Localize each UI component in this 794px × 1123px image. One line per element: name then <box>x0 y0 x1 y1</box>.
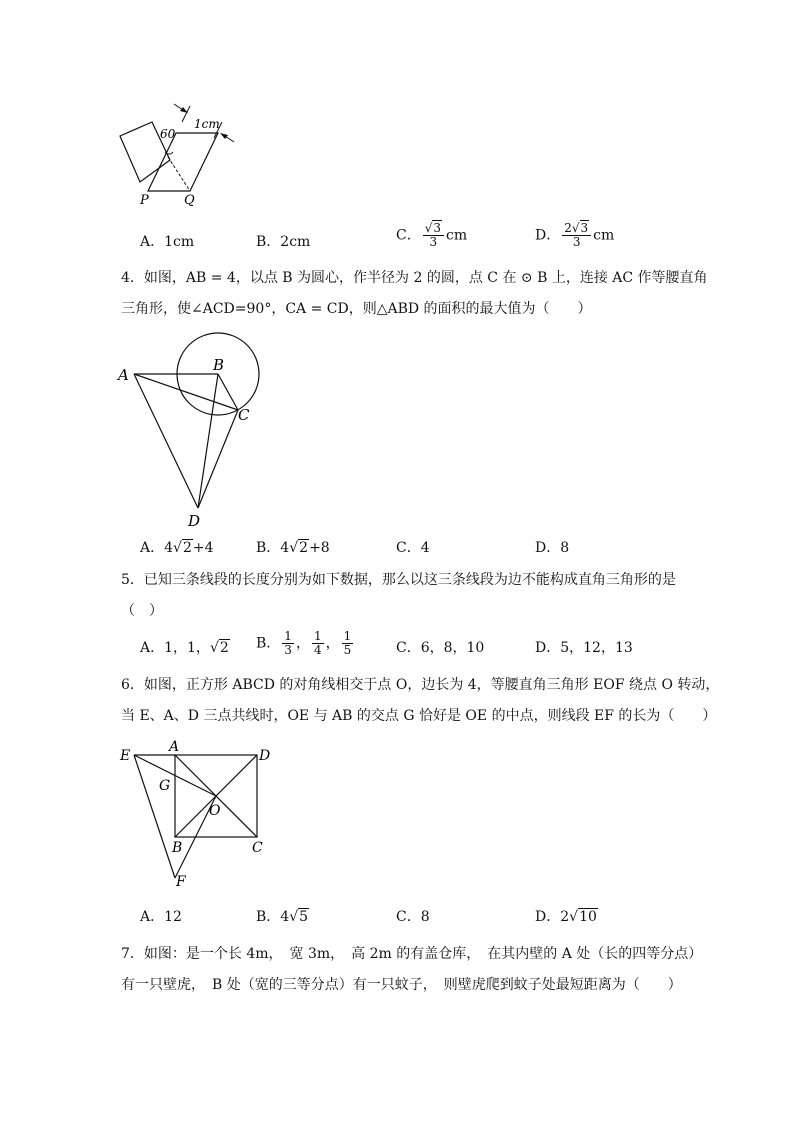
q3-option-d <box>535 222 614 249</box>
q4-option-b-coef: 4 <box>280 540 290 556</box>
q4-option-b: B．4√2+8 <box>256 540 330 556</box>
q4-option-b-tail: +8 <box>309 540 330 556</box>
q6-stem-line-1: 6．如图，正方形 ABCD 的对角线相交于点 O，边长为 4，等腰直角三角形 EOF 绕点 O 转动， <box>121 677 720 693</box>
q3-arrowhead-left <box>180 107 188 113</box>
q5-option-b-frac-3: $\frac{1}{5}$ <box>343 629 352 657</box>
q5-option-a-text: A．1，1， <box>140 640 210 656</box>
q4-option-a: A．4√2+4 <box>140 540 214 556</box>
q3-arrowhead-right <box>220 133 228 139</box>
q3-label-q: Q <box>184 193 195 208</box>
q6-option-d: D．2√10 <box>535 909 597 925</box>
q5-stem-line-1: 5．已知三条线段的长度分别为如下数据，那么以这三条线段为边不能构成直角三角形的是 <box>121 572 676 588</box>
q6-label-a: A <box>169 739 180 755</box>
q4-segment-ad <box>134 374 198 508</box>
q5-option-b: B． $\frac{1}{3}$ ， $\frac{1}{4}$ ， $\frac{1}{5}$ <box>256 629 352 657</box>
q6-option-d-radicand: 10 <box>579 909 597 925</box>
q6-option-b-coef: 4 <box>280 909 290 925</box>
q3-parallelogram <box>148 133 218 191</box>
q4-stem-line-1: 4．如图，AB = 4，以点 B 为圆心，作半径为 2 的圆，点 C 在 ⊙ B 上，连接 AC 作等腰直角 <box>121 270 708 286</box>
q4-segment-ac <box>134 374 238 410</box>
q4-segment-bd <box>198 374 218 508</box>
q3-option-c-prefix: C． <box>396 227 421 244</box>
q6-option-d-coef: 2 <box>560 909 570 925</box>
q3-option-d-unit: cm <box>593 227 615 244</box>
q3-option-b: B．2cm <box>256 234 311 250</box>
q6-label-o: O <box>209 803 221 819</box>
q6-label-g: G <box>159 778 171 794</box>
q6-label-b: B <box>172 840 183 856</box>
q3-option-d-fraction: $\frac{2√3}{3}$ <box>562 222 591 249</box>
q7-stem-line-1: 7．如图：是一个长 4m， 宽 3m， 高 2m 的有盖仓库， 在其内壁的 A 处（长的四等分点） <box>121 946 703 962</box>
q4-option-a-radicand: 2 <box>182 540 192 556</box>
q3-fold-line <box>168 157 190 191</box>
q5-option-b-frac-1: $\frac{1}{3}$ <box>284 629 292 657</box>
q3-option-a: A．1cm <box>140 234 195 250</box>
q3-option-d-den: 3 <box>572 235 581 249</box>
q6-figure <box>112 738 282 893</box>
q4-option-a-coef: 4 <box>164 540 174 556</box>
q6-label-d: D <box>259 748 271 764</box>
q3-option-d-coef: 2 <box>564 221 572 235</box>
q4-option-b-radicand: 2 <box>299 540 309 556</box>
q6-label-e: E <box>120 748 131 764</box>
q3-option-c-unit: cm <box>446 227 468 244</box>
q4-figure <box>112 328 272 533</box>
q3-option-d-prefix: D． <box>535 227 561 244</box>
q5-option-d: D．5，12，13 <box>535 640 633 656</box>
q6-option-b: B．4√5 <box>256 909 309 925</box>
q5-stem-line-2: （ ） <box>121 603 163 619</box>
q4-option-d: D．8 <box>535 540 570 556</box>
q5-option-b-prefix: B． <box>256 635 281 652</box>
q3-width-label: 1cm <box>194 117 220 131</box>
q5-option-c: C．6，8，10 <box>396 640 485 656</box>
q3-option-c-fraction: $\frac{√3}{3}$ <box>423 222 444 249</box>
q6-label-f: F <box>176 874 186 890</box>
q7-stem-line-2: 有一只壁虎， B 处（宽的三等分点）有一只蚊子， 则壁虎爬到蚊子处最短距离为（ ） <box>121 977 682 993</box>
q6-option-b-prefix: B． <box>256 909 281 925</box>
q4-option-c: C．4 <box>396 540 430 556</box>
q5-option-a: A．1，1，√2 <box>140 640 229 656</box>
q3-option-c-radicand: 3 <box>433 221 442 235</box>
q3-figure <box>110 100 250 210</box>
q4-label-a: A <box>118 366 129 384</box>
q4-option-b-prefix: B． <box>256 540 281 556</box>
q4-option-a-prefix: A． <box>140 540 165 556</box>
q4-label-b: B <box>213 356 225 374</box>
q3-option-c <box>396 222 467 249</box>
q4-segment-cd <box>198 410 238 508</box>
q6-option-b-radicand: 5 <box>299 909 309 925</box>
q4-option-a-tail: +4 <box>192 540 214 556</box>
q3-angle-label: 60 <box>160 127 176 141</box>
q6-option-d-prefix: D． <box>535 909 561 925</box>
q5-option-b-frac-2: $\frac{1}{4}$ <box>313 629 322 657</box>
q4-label-c: C <box>238 406 250 424</box>
q6-option-c: C．8 <box>396 909 430 925</box>
q3-option-d-radicand: 3 <box>580 221 589 235</box>
q4-stem-line-2: 三角形，使∠ACD=90°，CA = CD，则△ABD 的面积的最大值为（ ） <box>121 301 592 317</box>
q3-option-c-den: 3 <box>429 235 438 249</box>
q4-label-d: D <box>188 512 201 530</box>
q6-stem-line-2: 当 E、A、D 三点共线时，OE 与 AB 的交点 G 恰好是 OE 的中点，则线段 EF 的长为（ ） <box>121 708 717 724</box>
q3-label-p: P <box>140 193 149 208</box>
q5-option-a-radicand: 2 <box>219 640 229 656</box>
q6-segment-ef <box>134 755 175 878</box>
q6-option-a: A．12 <box>140 909 182 925</box>
q6-label-c: C <box>252 840 263 856</box>
